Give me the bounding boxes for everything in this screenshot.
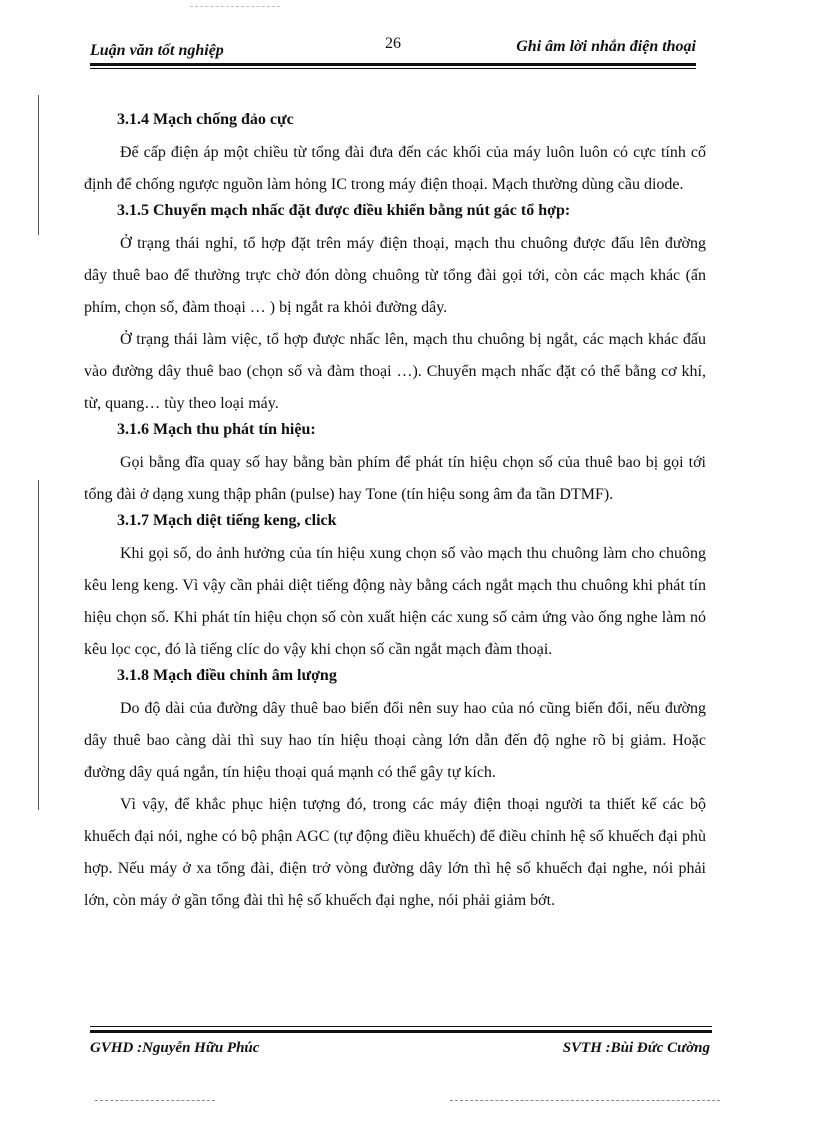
section-3-1-7 <box>84 511 706 666</box>
paragraph: Khi gọi số, do ảnh hưởng của tín hiệu xung chọn số vào mạch thu chuông làm cho chuông kêu leng keng. Vì vậy cần phải diệt tiếng động này bằng cách ngắt mạch thu chuông khi phát tín hiệu chọn số. Khi phát tín hiệu chọn số còn xuất hiện các xung số cảm ứng vào ống nghe làm nó kêu lọc cọc, đó là tiếng clíc do vậy khi chọn số cần ngắt mạch đàm thoại. <box>84 545 706 658</box>
paragraph: Do độ dài của đường dây thuê bao biến đổi nên suy hao của nó cũng biến đổi, nếu đường dây thuê bao càng dài thì suy hao tín hiệu thoại càng lớn dẫn đến độ nghe rõ bị giảm. Hoặc đường dây quá ngắn, tín hiệu thoại quá mạnh có thể gây tự kích. <box>84 700 706 781</box>
section-heading: 3.1.6 Mạch thu phát tín hiệu: <box>117 421 316 438</box>
footer-rule-thin <box>90 1026 712 1027</box>
page-number: 26 <box>385 35 401 52</box>
paragraph: Gọi bằng đĩa quay số hay bằng bàn phím để phát tín hiệu chọn số của thuê bao bị gọi tới tổng đài ở dạng xung thập phân (pulse) hay Tone (tín hiệu song âm đa tần DTMF). <box>84 454 706 503</box>
page-footer <box>90 1040 710 1062</box>
section-heading: 3.1.8 Mạch điều chỉnh âm lượng <box>117 667 337 684</box>
footer-student: SVTH :Bùi Đức Cường <box>562 1040 710 1056</box>
footer-rule <box>90 1030 712 1033</box>
paragraph: Ở trạng thái nghỉ, tổ hợp đặt trên máy điện thoại, mạch thu chuông được đấu lên đường dây thuê bao để thường trực chờ đón dòng chuông từ tổng đài gọi tới, còn các mạch khác (ấn phím, chọn số, đàm thoại … ) bị ngắt ra khỏi đường dây. <box>84 235 706 316</box>
scan-artifact-bottom <box>95 1100 215 1101</box>
section-3-1-5 <box>84 201 706 420</box>
paragraph: Ở trạng thái làm việc, tổ hợp được nhấc lên, mạch thu chuông bị ngắt, các mạch khác đấu vào đường dây thuê bao (chọn số và đàm thoại …). Chuyển mạch nhấc đặt có thể bằng cơ khí, từ, quang… tùy theo loại máy. <box>84 331 706 412</box>
margin-scan-line <box>38 95 39 235</box>
section-heading: 3.1.7 Mạch diệt tiếng keng, click <box>117 512 337 529</box>
paragraph: Để cấp điện áp một chiều từ tổng đài đưa đến các khối của máy luôn luôn có cực tính cố định để chống ngược nguồn làm hỏng IC trong máy điện thoại. Mạch thường dùng cầu diode. <box>84 144 706 193</box>
scan-artifact-top <box>190 6 280 7</box>
paragraph: Vì vậy, để khắc phục hiện tượng đó, trong các máy điện thoại người ta thiết kế các bộ khuếch đại nói, nghe có bộ phận AGC (tự động điều khuếch) để điều chỉnh hệ số khuếch đại phù hợp. Nếu máy ở xa tổng đài, điện trở vòng đường dây lớn thì hệ số khuếch đại nghe, nói phải lớn, còn máy ở gần tổng đài thì hệ số khuếch đại nghe, nói phải giảm bớt. <box>84 796 706 909</box>
section-heading: 3.1.4 Mạch chống đảo cực <box>117 111 294 128</box>
section-3-1-6 <box>84 420 706 511</box>
page-header <box>90 34 696 64</box>
page-body <box>84 110 706 917</box>
scan-artifact-bottom <box>450 1100 720 1101</box>
header-topic-title: Ghi âm lời nhắn điện thoại <box>516 38 696 55</box>
section-heading: 3.1.5 Chuyển mạch nhấc đặt được điều khiển bằng nút gác tổ hợp: <box>117 202 571 219</box>
section-3-1-8 <box>84 666 706 917</box>
header-rule-thin <box>90 68 696 69</box>
footer-supervisor: GVHD :Nguyễn Hữu Phúc <box>90 1040 260 1056</box>
margin-scan-line <box>38 480 39 810</box>
header-thesis-title: Luận văn tốt nghiệp <box>90 42 224 59</box>
header-rule <box>90 63 696 66</box>
section-3-1-4 <box>84 110 706 201</box>
